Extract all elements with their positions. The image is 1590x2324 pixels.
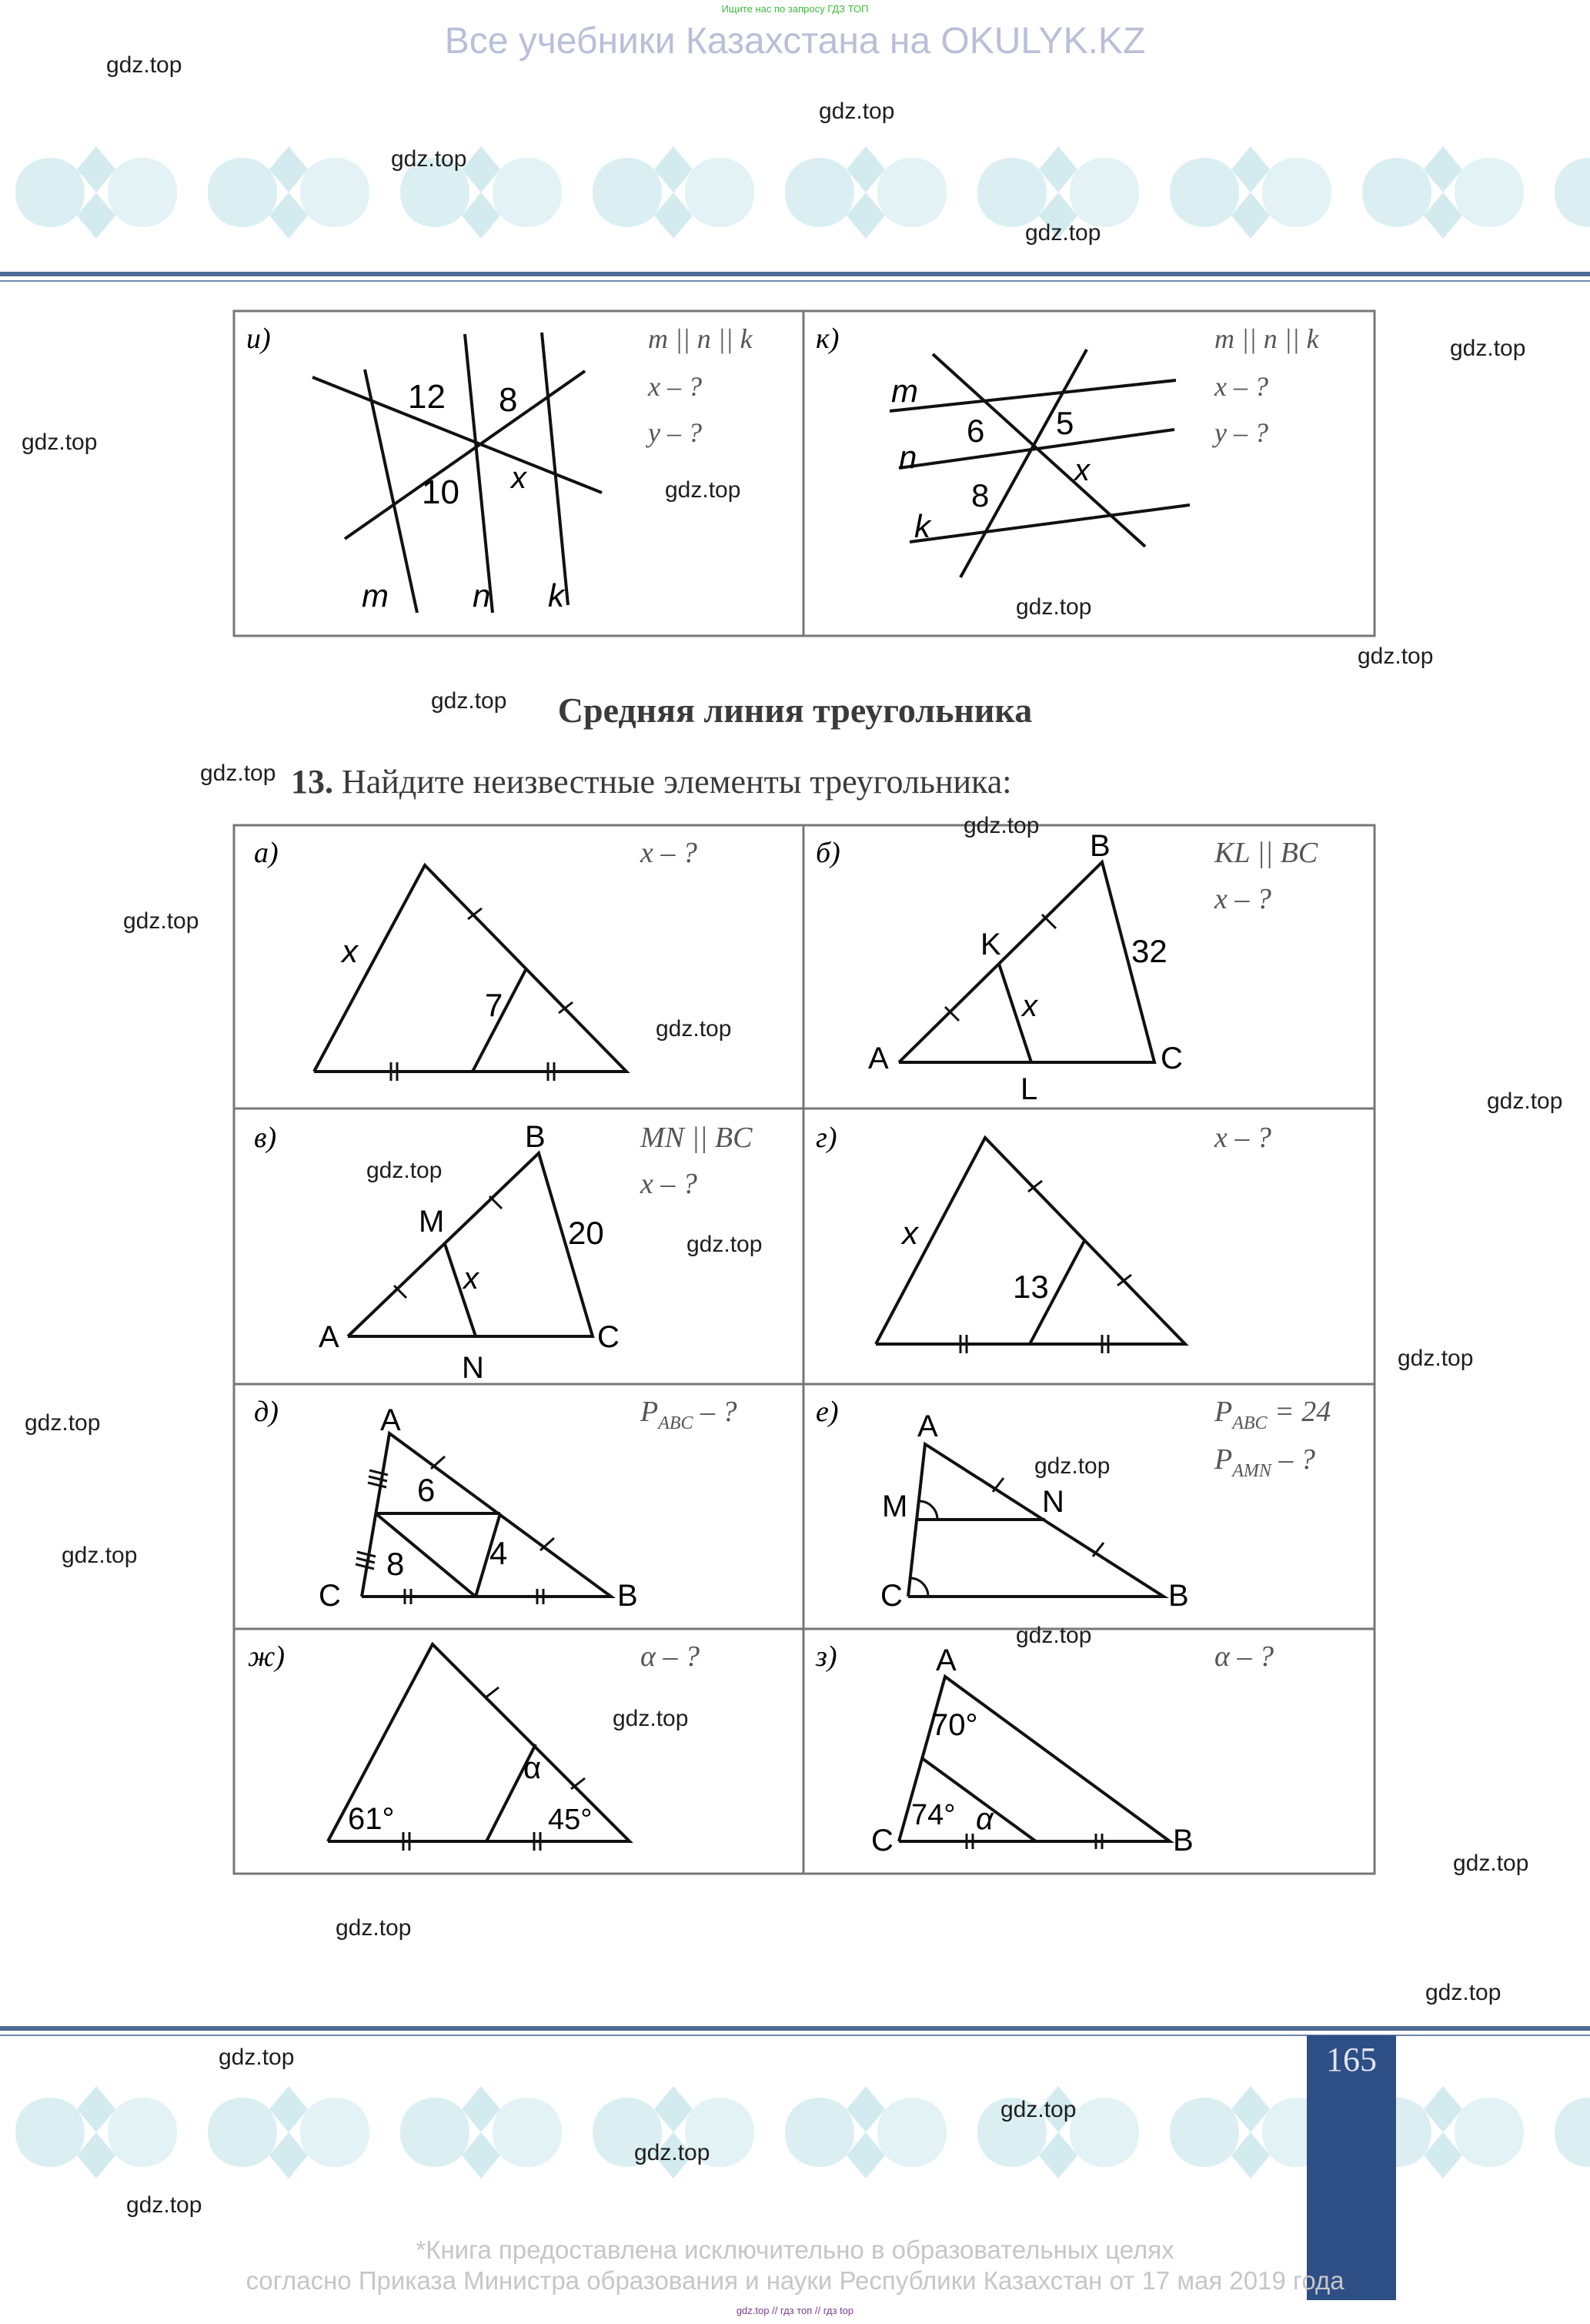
figure-z-angle-70: 70° (931, 1708, 978, 1742)
figure-g-label: г) (816, 1122, 837, 1154)
task-number: 13. (291, 763, 333, 801)
watermark: gdz.top (1358, 644, 1434, 669)
figure-k-cond-2: x – ? (1214, 371, 1268, 402)
watermark: gdz.top (200, 761, 276, 786)
figure-a-cond: x – ? (640, 837, 697, 869)
figure-d-vertex-b: B (617, 1579, 638, 1613)
figure-v-vertex-n: N (462, 1351, 484, 1385)
figure-v-x: x (463, 1262, 479, 1296)
figure-b-cond-1: KL || BC (1214, 837, 1318, 869)
figure-b-x: x (1022, 989, 1037, 1023)
watermark: gdz.top (25, 1410, 101, 1436)
figure-i-n1: 12 (408, 378, 446, 416)
figure-v-vertex-b: B (525, 1120, 546, 1154)
figure-b-vertex-c: C (1161, 1042, 1183, 1075)
watermark: gdz.top (1487, 1088, 1563, 1114)
figure-i-cond-3: y – ? (648, 417, 702, 448)
watermark: gdz.top (613, 1706, 689, 1731)
footer-line-1: *Книга предоставлена исключительно в образовательных целях (416, 2235, 1174, 2264)
watermark: gdz.top (665, 477, 741, 503)
watermark: gdz.top (391, 146, 467, 172)
figure-e-vertex-m: M (882, 1490, 908, 1523)
figure-a (254, 837, 697, 1081)
figure-d-n8: 8 (386, 1546, 405, 1582)
watermark: gdz.top (336, 1915, 412, 1941)
figure-e-vertex-n: N (1042, 1485, 1064, 1519)
figure-zh-alpha: α (523, 1751, 542, 1785)
figure-k-cond-1: m || n || k (1214, 323, 1319, 354)
figure-b-label: б) (816, 837, 840, 869)
watermark: gdz.top (22, 430, 98, 455)
figure-e-vertex-c: C (880, 1579, 903, 1613)
figure-i-n2: 8 (499, 381, 518, 419)
figure-d-n6: 6 (417, 1472, 436, 1508)
watermark: gdz.top (106, 52, 182, 78)
figure-zh-angle-45: 45° (548, 1804, 593, 1836)
figure-k-line-n: n (899, 439, 917, 475)
figure-e-vertex-b: B (1168, 1579, 1189, 1613)
figure-i-label: и) (246, 323, 271, 355)
figure-b-vertex-b: B (1090, 829, 1111, 863)
figure-v (254, 1120, 753, 1385)
figure-d-vertex-a: A (380, 1403, 401, 1437)
watermark: gdz.top (1453, 1851, 1529, 1876)
task-13 (291, 762, 1012, 801)
figure-zh-cond: α – ? (640, 1640, 700, 1673)
figure-k-label: к) (816, 323, 840, 355)
site-header-title: Все учебники Казахстана на OKULYK.KZ (444, 21, 1146, 62)
watermark: gdz.top (62, 1543, 138, 1568)
figure-grid (232, 824, 1376, 1877)
figure-z-label: з) (816, 1640, 837, 1673)
ornament-band-top (0, 131, 1590, 254)
figure-box-top (232, 309, 1376, 637)
figure-b-cond-2: x – ? (1214, 883, 1271, 915)
figure-i-line-n: n (473, 577, 491, 614)
task-text: Найдите неизвестные элементы треугольника: (342, 763, 1012, 801)
watermark: gdz.top (1398, 1346, 1474, 1371)
watermark: gdz.top (1000, 2097, 1077, 2122)
figure-z (815, 1640, 1274, 1858)
figure-e-vertex-a: A (917, 1409, 938, 1443)
figure-i (246, 323, 753, 614)
figure-b-vertex-l: L (1020, 1072, 1038, 1106)
figure-i-line-k: k (548, 577, 564, 614)
watermark: gdz.top (1425, 1980, 1501, 2005)
figure-b-vertex-k: K (980, 928, 1001, 961)
watermark: gdz.top (634, 2140, 710, 2165)
figure-k-n2: 5 (1056, 405, 1074, 441)
figure-b-n32: 32 (1131, 933, 1167, 969)
figure-a-n2: 7 (485, 987, 503, 1023)
figure-z-vertex-c: C (871, 1824, 894, 1858)
figure-z-angle-74: 74° (911, 1799, 956, 1831)
figure-d-cond: $P_{ABC}$ – ? (640, 1396, 737, 1433)
figure-v-cond-2: x – ? (640, 1168, 697, 1200)
footer-line-2: согласно Приказа Министра образования и науки Республики Казахстан от 17 мая 2019 года (246, 2266, 1344, 2295)
figure-d-label: д) (254, 1396, 279, 1428)
figure-g-cond: x – ? (1214, 1122, 1271, 1154)
figure-v-cond-1: MN || BC (640, 1122, 753, 1154)
top-note: Ищите нас по запросу ГДЗ ТОП (721, 3, 869, 15)
figure-e-cond-1: $P_{ABC} = 24$ (1214, 1396, 1331, 1433)
footer-rule (0, 2026, 1590, 2031)
figure-e-cond-2: $P_{AMN}$ – ? (1214, 1443, 1315, 1481)
figure-zh-angle-61: 61° (348, 1802, 395, 1836)
section-title: Средняя линия треугольника (557, 691, 1033, 730)
figure-a-label: а) (254, 837, 279, 869)
figure-d-n4: 4 (489, 1535, 508, 1571)
figure-k (816, 323, 1320, 577)
figure-g-n13: 13 (1013, 1269, 1049, 1305)
figure-v-label: в) (254, 1122, 277, 1154)
figure-zh-label: ж) (248, 1640, 286, 1673)
figure-i-line-m: m (362, 577, 389, 614)
watermark: gdz.top (686, 1232, 763, 1257)
figure-i-n4: x (511, 461, 526, 495)
watermark: gdz.top (219, 2045, 295, 2070)
figure-k-cond-3: y – ? (1214, 417, 1268, 448)
figure-k-n4: x (1074, 453, 1090, 487)
watermark: gdz.top (1016, 594, 1092, 620)
figure-b-vertex-a: A (868, 1042, 889, 1075)
figure-z-cond: α – ? (1214, 1640, 1274, 1673)
watermark: gdz.top (1034, 1453, 1111, 1479)
figure-a-n1: x (342, 933, 358, 969)
watermark: gdz.top (123, 908, 199, 934)
figure-v-n20: 20 (568, 1215, 604, 1251)
page-number: 165 (1326, 2041, 1377, 2078)
figure-k-line-k: k (914, 508, 930, 544)
watermark: gdz.top (1016, 1623, 1092, 1648)
figure-b (816, 829, 1318, 1106)
figure-z-vertex-a: A (936, 1644, 957, 1677)
watermark: gdz.top (126, 2192, 202, 2218)
figure-zh (248, 1640, 700, 1851)
figure-g-x: x (902, 1215, 918, 1251)
figure-d (254, 1396, 737, 1613)
watermark: gdz.top (656, 1016, 732, 1042)
figure-z-alpha: α (976, 1802, 994, 1836)
watermark: gdz.top (366, 1158, 443, 1183)
watermark: gdz.top (1025, 220, 1101, 246)
watermark: gdz.top (431, 688, 507, 714)
header-rule-thin (0, 280, 1590, 282)
figure-i-cond-1: m || n || k (648, 323, 753, 354)
figure-k-line-m: m (891, 373, 918, 409)
figure-g (816, 1122, 1271, 1353)
figure-e (816, 1396, 1331, 1613)
footer-mini: gdz.top // гдз топ // гдз top (736, 2305, 854, 2316)
watermark: gdz.top (964, 813, 1040, 838)
header-rule (0, 272, 1590, 276)
figure-d-vertex-c: C (319, 1579, 341, 1613)
figure-i-n3: 10 (422, 473, 459, 511)
watermark: gdz.top (819, 99, 895, 124)
figure-i-cond-2: x – ? (648, 371, 702, 402)
figure-v-vertex-a: A (319, 1320, 339, 1354)
figure-k-n3: 8 (971, 477, 990, 513)
figure-z-vertex-b: B (1173, 1824, 1194, 1858)
watermark: gdz.top (1450, 336, 1526, 361)
figure-v-vertex-c: C (597, 1320, 620, 1354)
figure-k-n1: 6 (967, 413, 985, 449)
figure-e-label: е) (816, 1396, 839, 1428)
figure-v-vertex-m: M (419, 1205, 445, 1239)
